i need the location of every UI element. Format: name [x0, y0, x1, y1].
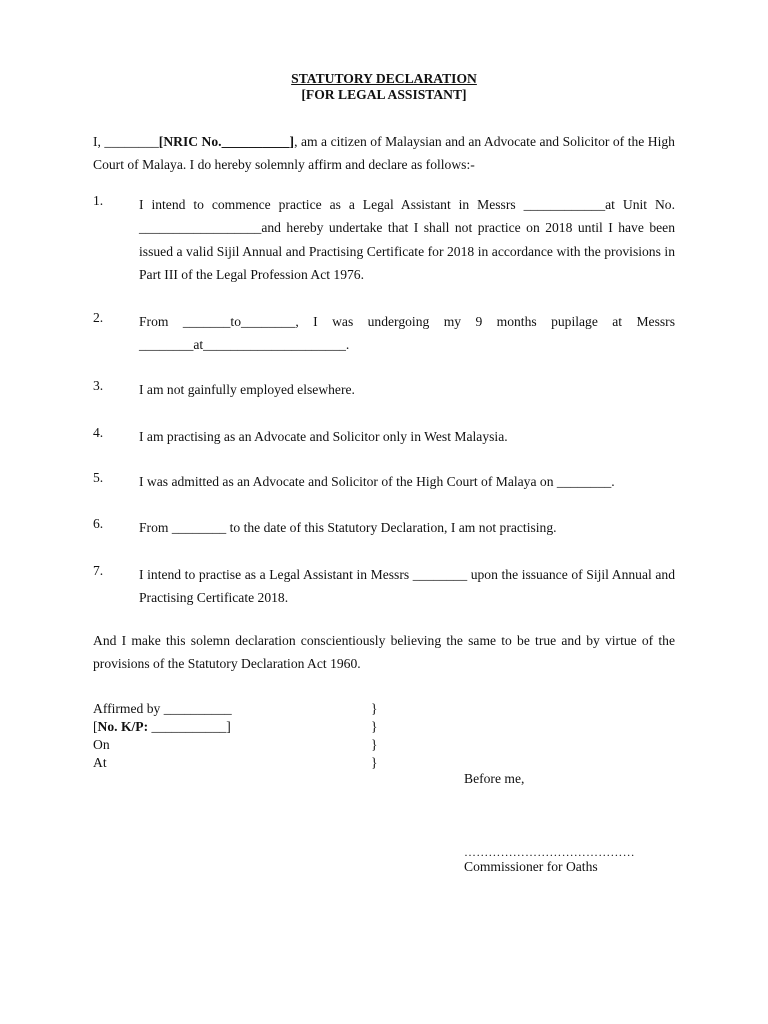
item-number: 6.: [93, 516, 104, 531]
no-kp-line: [93, 718, 232, 736]
item-text: I am practising as an Advocate and Solicitor only in West Malaysia.: [139, 429, 508, 444]
declaration-item-4: [93, 425, 675, 448]
item-number: 4.: [93, 425, 104, 440]
brace: }: [371, 737, 378, 752]
item-number: 5.: [93, 470, 104, 485]
at-line: At: [93, 755, 107, 770]
no-kp-open: [: [93, 719, 98, 734]
item-text: From _______to________, I was undergoing my 9 months pupilage at Messrs ________at_____________________.: [139, 314, 675, 353]
declaration-item-3: [93, 378, 675, 401]
intro-paragraph: [93, 130, 675, 176]
intro-prefix: I, ________: [93, 134, 159, 149]
document-title: STATUTORY DECLARATION: [291, 71, 477, 86]
brace-column: [371, 700, 378, 772]
item-text: From ________ to the date of this Statutory Declaration, I am not practising.: [139, 520, 557, 535]
brace: }: [371, 719, 378, 734]
item-number: 2.: [93, 310, 104, 325]
item-text: I was admitted as an Advocate and Solicitor of the High Court of Malaya on ________.: [139, 474, 615, 489]
affirmation-block: [93, 700, 232, 772]
declaration-item-7: [93, 563, 675, 610]
item-number: 1.: [93, 193, 104, 208]
no-kp-label: No. K/P:: [97, 719, 149, 734]
no-kp-rest: ___________]: [148, 719, 231, 734]
item-text: I intend to practise as a Legal Assistant in Messrs ________ upon the issuance of Sijil Annual and Practising Certificate 2018.: [139, 567, 675, 606]
intro-nric: [NRIC No.__________]: [158, 134, 295, 149]
item-number: 7.: [93, 563, 104, 578]
item-text: I intend to commence practice as a Legal Assistant in Messrs ____________at Unit No. __________________and hereby undertake that I shall not practice on 2018 until I have been issued a valid Sijil Annual and Practising Certificate for 2018 in accordance with the provisions in Part III of the Legal Profession Act 1976.: [139, 197, 675, 282]
declaration-item-2: [93, 310, 675, 357]
signature-line: ……………………………………: [464, 845, 635, 859]
affirmed-by-line: Affirmed by __________: [93, 701, 232, 716]
document-subtitle: [FOR LEGAL ASSISTANT]: [301, 87, 467, 102]
commissioner-label: Commissioner for Oaths: [464, 859, 598, 874]
item-number: 3.: [93, 378, 104, 393]
declaration-item-1: [93, 193, 675, 286]
before-me-label: Before me,: [464, 771, 525, 786]
declaration-item-5: [93, 470, 675, 493]
on-line: On: [93, 737, 110, 752]
item-text: I am not gainfully employed elsewhere.: [139, 382, 355, 397]
declaration-item-6: [93, 516, 675, 539]
closing-paragraph: And I make this solemn declaration conscientiously believing the same to be true and by virtue of the provisions of the Statutory Declaration Act 1960.: [93, 633, 675, 671]
brace: }: [371, 701, 378, 716]
brace: }: [371, 755, 378, 770]
intro-rest: , am a citizen of Malaysian and an Advocate and Solicitor of the High Court of Malaya. I do hereby solemnly affirm and declare as follows:-: [93, 134, 675, 172]
document-title-block: [0, 71, 768, 103]
